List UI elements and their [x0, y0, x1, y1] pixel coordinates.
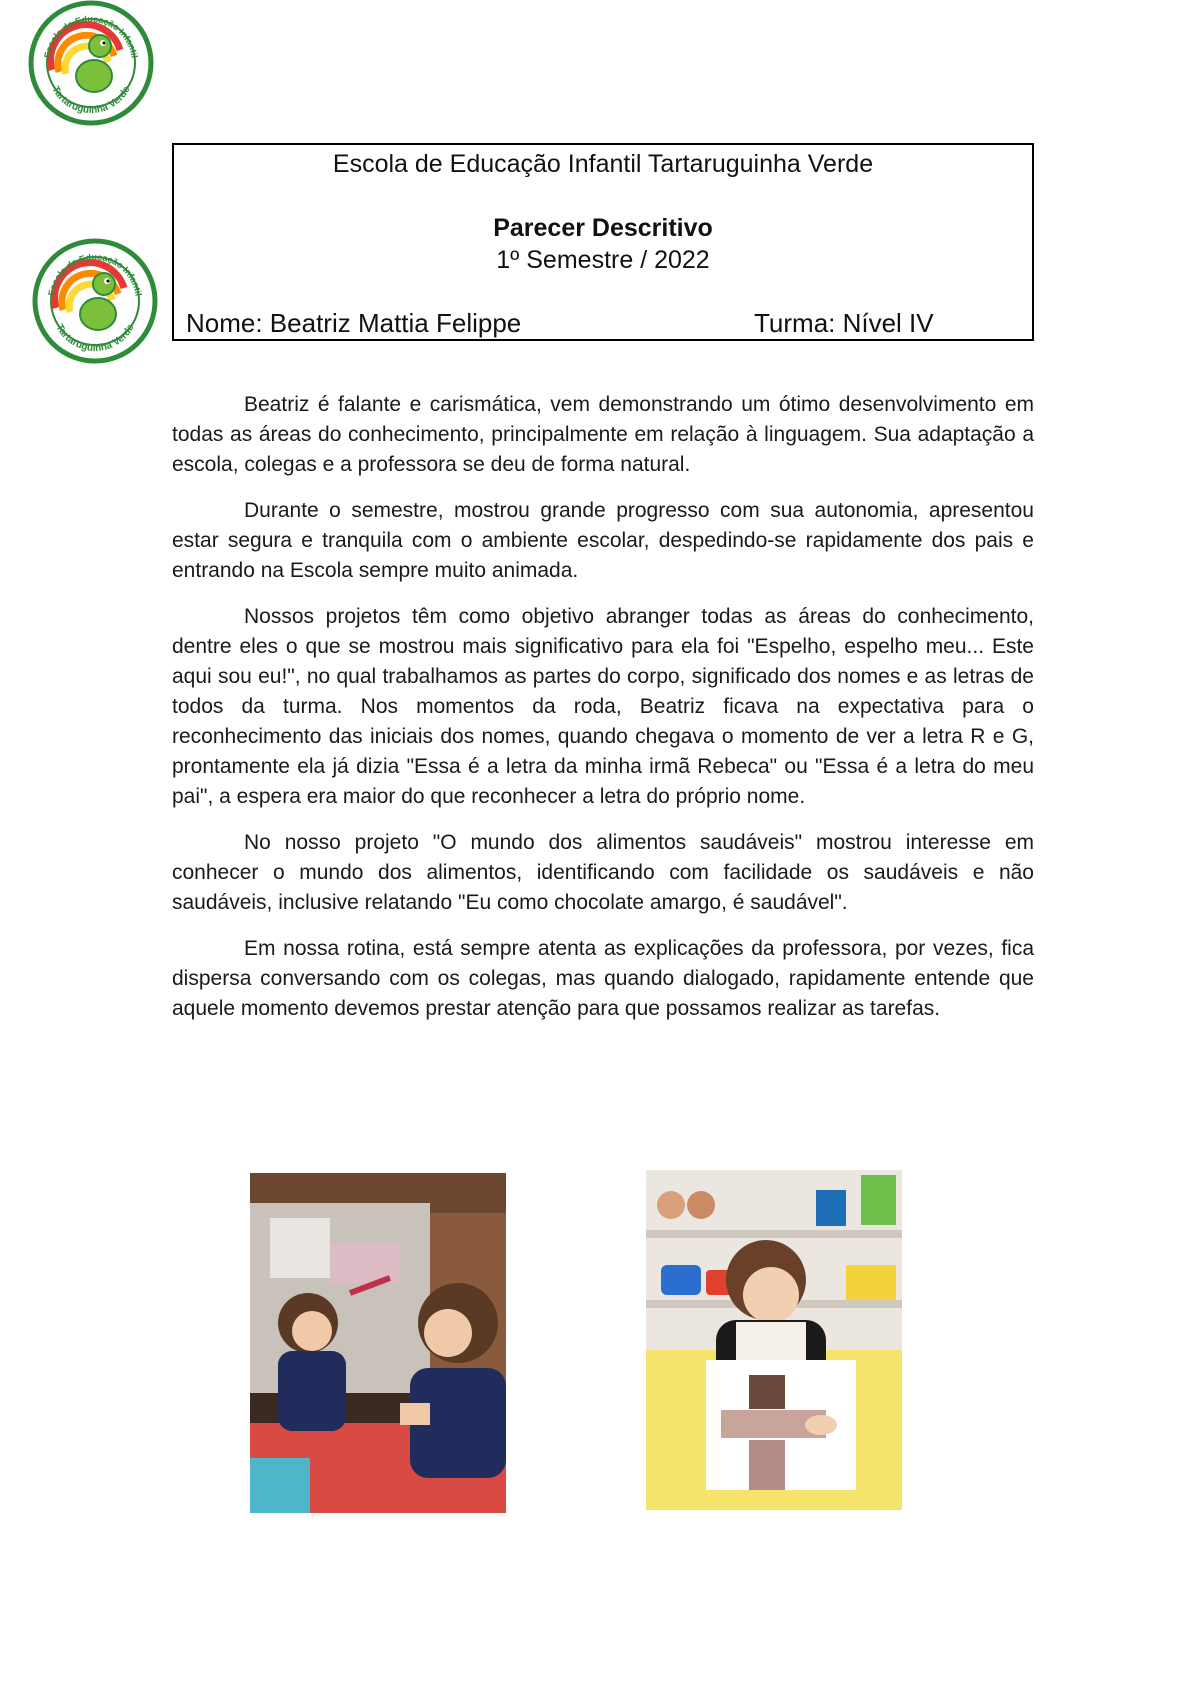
turtle-rainbow-logo-icon: [28, 0, 154, 126]
document-title: Parecer Descritivo: [493, 214, 713, 242]
school-logo-middle: [32, 238, 158, 364]
paragraph: Durante o semestre, mostrou grande progresso com sua autonomia, apresentou estar segura e tranquila com o ambiente escolar, despedindo-se rapidamente dos pais e entrando na Escola sempre muito animada.: [172, 499, 1034, 582]
class-name: Turma: Nível IV: [754, 308, 934, 338]
student-name: Nome: Beatriz Mattia Felippe: [186, 308, 522, 338]
svg-text:Escola de Educação Infantil: Escola de Educação Infantil: [46, 251, 144, 297]
svg-text:Tartaruguinha Verde: Tartaruguinha Verde: [49, 84, 133, 117]
photo-child-mirror: [250, 1173, 506, 1513]
child-drawing-on-mirror-photo-icon: [250, 1173, 506, 1513]
paragraph: Nossos projetos têm como objetivo abranger todas as áreas do conhecimento, dentre eles o que se mostrou mais significativo para ela foi "Espelho, espelho meu... Este aqui sou eu!", no qual trabalhamos as partes do corpo, significado dos nomes e as letras de todos da turma. Nos momentos da roda, Beatriz ficava na expectativa para o reconhecimento das iniciais dos nomes, quando chegava o momento de ver a letra R e G, prontamente ela já dizia "Essa é a letra da minha irmã Rebeca" ou "Essa é a letra do meu pai", a espera era maior do que reconhecer a letra do próprio nome.: [172, 605, 1034, 808]
document-semester: 1º Semestre / 2022: [496, 246, 710, 274]
report-body: [172, 390, 1034, 1040]
turtle-rainbow-logo-icon: [32, 238, 158, 364]
school-logo-top: [28, 0, 154, 126]
child-assembling-body-puzzle-photo-icon: [646, 1170, 902, 1510]
paragraph: Beatriz é falante e carismática, vem demonstrando um ótimo desenvolvimento em todas as áreas do conhecimento, principalmente em relação à linguagem. Sua adaptação a escola, colegas e a professora se deu de forma natural.: [172, 393, 1034, 476]
paragraph: Em nossa rotina, está sempre atenta as explicações da professora, por vezes, fica dispersa conversando com os colegas, mas quando dialogado, rapidamente entende que aquele momento devemos prestar atenção para que possamos realizar as tarefas.: [172, 937, 1034, 1020]
school-name: Escola de Educação Infantil Tartaruguinha Verde: [332, 150, 874, 178]
photo-child-puzzle: [646, 1170, 902, 1510]
report-header-box: [172, 143, 1034, 341]
svg-text:Escola de Educação Infantil: Escola de Educação Infantil: [42, 13, 140, 59]
paragraph: No nosso projeto "O mundo dos alimentos saudáveis" mostrou interesse em conhecer o mundo dos alimentos, identificando com facilidade os saudáveis e não saudáveis, inclusive relatando "Eu como chocolate amargo, é saudável".: [172, 831, 1034, 914]
svg-text:Tartaruguinha Verde: Tartaruguinha Verde: [53, 322, 137, 355]
